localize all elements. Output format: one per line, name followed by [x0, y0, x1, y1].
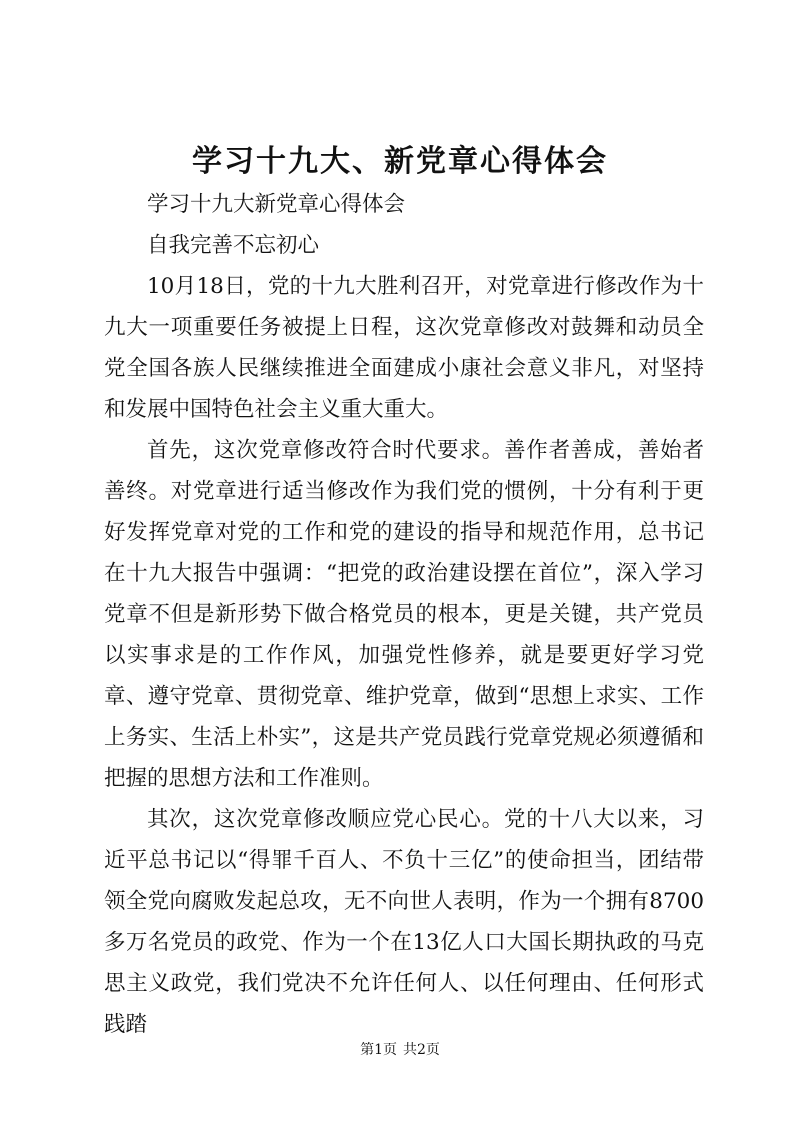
heading-paragraph: 自我完善不忘初心	[147, 233, 320, 258]
body-paragraph: 首先，这次党章修改符合时代要求。善作者善成，善始者善终。对党章进行适当修改作为我们党的惯例，十分有利于更好发挥党章对党的工作和党的建设的指导和规范作用，总书记在十九大报告中强调：“把党的政治建设摆在首位”，深入学习党章不但是新形势下做合格党员的根本，更是关键，共产党员以实事求是的工作作风，加强党性修养，就是要更好学习党章、遵守党章、贯彻党章、维护党章，做到“思想上求实、工作上务实、生活上朴实”，这是共产党员践行党章党规必须遵循和把握的思想方法和工作准则。	[104, 438, 704, 791]
page-number: 第1页	[360, 1042, 397, 1058]
body-paragraph: 10月18日，党的十九大胜利召开，对党章进行修改作为十九大一项重要任务被提上日程，这次党章修改对鼓舞和动员全党全国各族人民继续推进全面建成小康社会意义非凡，对坚持和发展中国特色社会主义重大重大。	[104, 274, 704, 422]
page-footer	[0, 1040, 800, 1060]
page-total: 共2页	[403, 1042, 440, 1058]
document-title: 学习十九大、新党章心得体会	[192, 144, 608, 179]
subtitle-paragraph: 学习十九大新党章心得体会	[147, 192, 406, 217]
document-body	[104, 184, 704, 1045]
body-paragraph: 其次，这次党章修改顺应党心民心。党的十八大以来，习近平总书记以“得罪千百人、不负十三亿”的使命担当，团结带领全党向腐败发起总攻，无不向世人表明，作为一个拥有8700多万名党员的政党、作为一个在13亿人口大国长期执政的马克思主义政党，我们党决不允许任何人、以任何理由、任何形式践踏	[104, 807, 704, 1037]
